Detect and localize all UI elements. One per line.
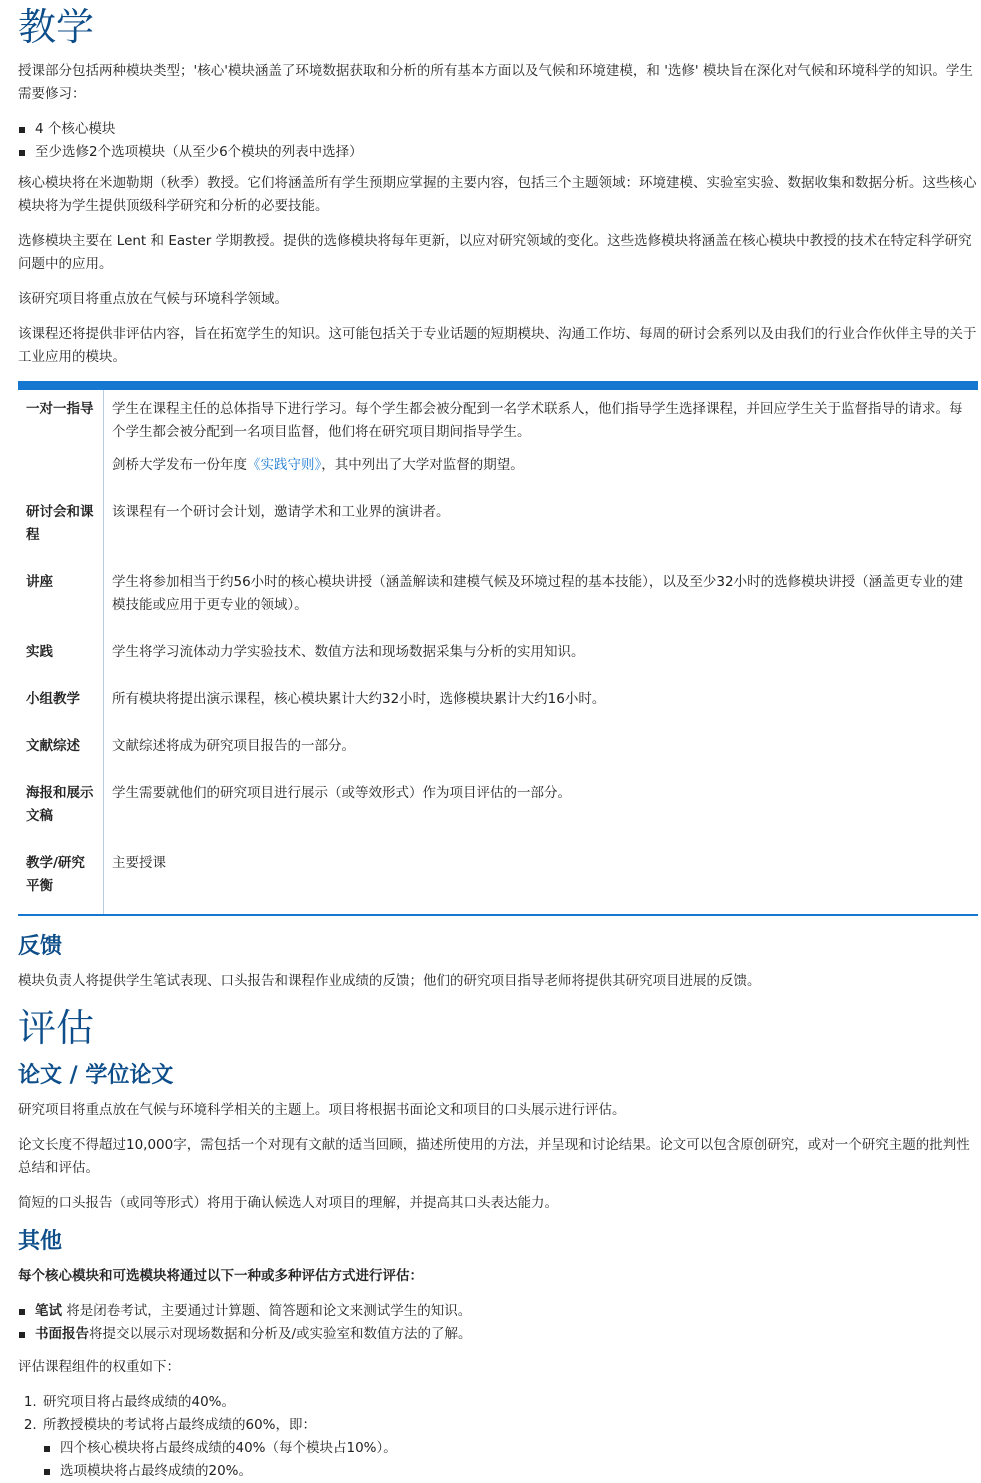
list-item: 4 个核心模块	[18, 118, 977, 141]
method-desc: 将提交以展示对现场数据和分析及/或实验室和数值方法的了解。	[89, 1326, 472, 1342]
table-row	[18, 386, 978, 494]
practice-note-before: 剑桥大学发布一份年度	[112, 457, 247, 473]
table-row	[18, 774, 978, 844]
row-value: 主要授课	[112, 855, 166, 871]
requirements-list	[18, 118, 977, 164]
table-row	[18, 493, 978, 563]
table-row	[18, 633, 978, 680]
row-label: 讲座	[18, 563, 104, 633]
row-value: 学生将学习流体动力学实验技术、数值方法和现场数据采集与分析的实用知识。	[112, 644, 585, 660]
teaching-table	[18, 381, 978, 916]
table-row	[18, 727, 978, 774]
row-label: 研讨会和课程	[18, 493, 104, 563]
teaching-intro: 授课部分包括两种模块类型；'核心'模块涵盖了环境数据获取和分析的所有基本方面以及气候和环境建模，和 '选修' 模块旨在深化对气候和环境科学的知识。学生需要修习：	[18, 63, 973, 102]
practice-note	[112, 454, 970, 477]
supervision-text: 学生在课程主任的总体指导下进行学习。每个学生都会被分配到一名学术联系人，他们指导学生选择课程，并回应学生关于监督指导的请求。每个学生都会被分配到一名项目监督，他们将在研究项目期间指导学生。	[112, 401, 963, 440]
list-item: 至少选修2个选项模块（从至少6个模块的列表中选择）	[18, 141, 977, 164]
weights-item-text: 所教授模块的考试将占最终成绩的60%，即：	[43, 1417, 317, 1433]
methods-list	[18, 1300, 977, 1346]
list-item: 四个核心模块将占最终成绩的40%（每个模块占10%）。	[43, 1437, 977, 1460]
feedback-heading: 反馈	[18, 934, 63, 959]
elective-modules-paragraph: 选修模块主要在 Lent 和 Easter 学期教授。提供的选修模块将每年更新，以应对研究领域的变化。这些选修模块将涵盖在核心模块中教授的技术在特定科学研究问题中的应用。	[18, 233, 972, 272]
practice-note-after: ，其中列出了大学对监督的期望。	[321, 457, 524, 473]
row-value: 文献综述将成为研究项目报告的一部分。	[112, 738, 355, 754]
weights-list	[18, 1391, 977, 1483]
row-label: 一对一指导	[18, 386, 104, 494]
teaching-heading: 教学	[18, 5, 95, 49]
row-value: 学生将参加相当于约56小时的核心模块讲授（涵盖解读和建模气候及环境过程的基本技能），以及至少32小时的选修模块讲授（涵盖更专业的建模技能或应用于更专业的领域）。	[112, 574, 964, 613]
research-project-paragraph: 该研究项目将重点放在气候与环境科学领域。	[18, 291, 288, 307]
feedback-text: 模块负责人将提供学生笔试表现、口头报告和课程作业成绩的反馈；他们的研究项目指导老师将提供其研究项目进展的反馈。	[18, 973, 761, 989]
row-label: 实践	[18, 633, 104, 680]
thesis-paragraph: 简短的口头报告（或同等形式）将用于确认候选人对项目的理解，并提高其口头表达能力。	[18, 1195, 558, 1211]
other-heading: 其他	[18, 1229, 63, 1254]
table-row	[18, 844, 978, 915]
row-value: 学生需要就他们的研究项目进行展示（或等效形式）作为项目评估的一部分。	[112, 785, 571, 801]
row-label: 海报和展示文稿	[18, 774, 104, 844]
list-item: 选项模块将占最终成绩的20%。	[43, 1460, 977, 1483]
table-row	[18, 563, 978, 633]
table-row	[18, 680, 978, 727]
row-label: 文献综述	[18, 727, 104, 774]
code-of-practice-link[interactable]: 《实践守则》	[247, 457, 322, 473]
list-item	[18, 1300, 977, 1323]
thesis-paragraph: 论文长度不得超过10,000字，需包括一个对现有文献的适当回顾，描述所使用的方法，并呈现和讨论结果。论文可以包含原创研究，或对一个研究主题的批判性总结和评估。	[18, 1137, 970, 1176]
row-value: 所有模块将提出演示课程，核心模块累计大约32小时，选修模块累计大约16小时。	[112, 691, 606, 707]
method-desc: 将是闭卷考试，主要通过计算题、简答题和论文来测试学生的知识。	[62, 1303, 472, 1319]
row-value	[104, 386, 979, 494]
list-item	[41, 1414, 977, 1483]
weights-intro: 评估课程组件的权重如下：	[18, 1359, 180, 1375]
row-value: 该课程有一个研讨会计划，邀请学术和工业界的演讲者。	[112, 504, 450, 520]
method-term: 笔试	[35, 1303, 62, 1319]
row-label: 教学/研究平衡	[18, 844, 104, 915]
thesis-heading: 论文 / 学位论文	[18, 1063, 174, 1088]
list-item	[18, 1323, 977, 1346]
thesis-paragraph: 研究项目将重点放在气候与环境科学相关的主题上。项目将根据书面论文和项目的口头展示进行评估。	[18, 1102, 626, 1118]
method-term: 书面报告	[35, 1326, 89, 1342]
assessment-heading: 评估	[18, 1006, 95, 1050]
sub-weights-list	[43, 1437, 977, 1483]
row-label: 小组教学	[18, 680, 104, 727]
list-item: 1. 研究项目将占最终成绩的40%。	[41, 1391, 977, 1414]
other-lead-text: 每个核心模块和可选模块将通过以下一种或多种评估方式进行评估：	[18, 1268, 423, 1284]
non-assessed-paragraph: 该课程还将提供非评估内容，旨在拓宽学生的知识。这可能包括关于专业话题的短期模块、沟通工作坊、每周的研讨会系列以及由我们的行业合作伙伴主导的关于工业应用的模块。	[18, 326, 977, 365]
page	[0, 4, 981, 1483]
other-lead	[18, 1265, 977, 1288]
core-modules-paragraph: 核心模块将在米迦勒期（秋季）教授。它们将涵盖所有学生预期应掌握的主要内容，包括三个主题领域：环境建模、实验室实验、数据收集和数据分析。这些核心模块将为学生提供顶级科学研究和分析的必要技能。	[18, 175, 977, 214]
